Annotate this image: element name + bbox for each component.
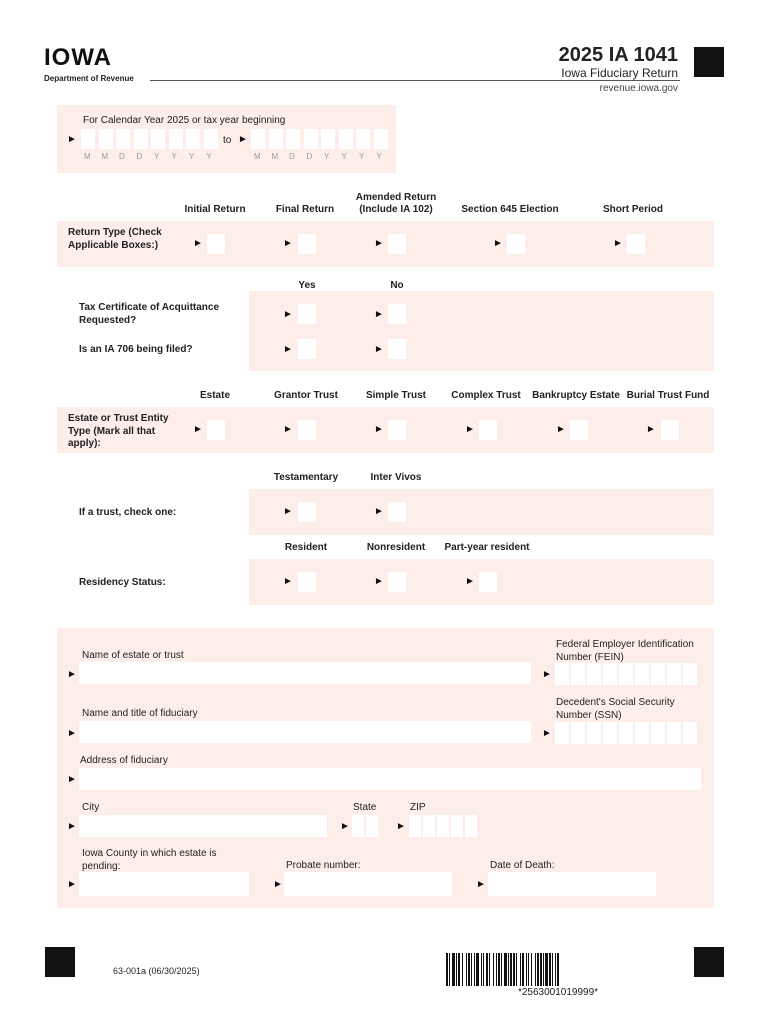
ssn-digit-box[interactable] [571, 722, 585, 744]
col-part-year-resident: Part-year resident [444, 542, 530, 553]
col-short-period: Short Period [602, 204, 663, 215]
tax-period-section [57, 105, 396, 173]
arrow-icon: ► [374, 309, 384, 320]
ssn-digit-box[interactable] [555, 722, 569, 744]
tax-period-label: For Calendar Year 2025 or tax year beginning [83, 115, 286, 126]
start-date-digit-box[interactable] [99, 129, 113, 149]
checkbox-nonresident[interactable] [388, 572, 406, 592]
checkbox-part-year-resident[interactable] [479, 572, 497, 592]
zip-digit-box[interactable] [451, 815, 463, 837]
end-date-digit-hint: Y [341, 152, 347, 161]
arrow-icon: ► [556, 424, 566, 435]
col-yes: Yes [298, 280, 316, 291]
residency-label: Residency Status: [79, 577, 166, 588]
checkbox-simple-trust[interactable] [388, 420, 406, 440]
identification-section [57, 628, 714, 908]
end-date-digit-hint: D [289, 152, 295, 161]
start-date-digit-box[interactable] [81, 129, 95, 149]
arrow-icon: ► [283, 309, 293, 320]
end-date-digit-box[interactable] [286, 129, 300, 149]
fiduciary-name-label: Name and title of fiduciary [82, 708, 198, 719]
end-date-digit-box[interactable] [339, 129, 353, 149]
start-date-digit-box[interactable] [204, 129, 218, 149]
arrow-icon: ► [67, 134, 77, 145]
end-date-digit-hint: M [271, 152, 279, 161]
arrow-icon: ► [613, 238, 623, 249]
col-burial-trust-fund: Burial Trust Fund [626, 390, 710, 401]
arrow-icon: ► [238, 134, 248, 145]
start-date-digit-box[interactable] [186, 129, 200, 149]
arrow-icon: ► [396, 821, 406, 832]
probate-input[interactable] [284, 872, 452, 896]
start-date-digit-box[interactable] [169, 129, 183, 149]
start-date-digit-hint: M [101, 152, 109, 161]
arrow-icon: ► [542, 728, 552, 739]
department-name: Department of Revenue [44, 74, 134, 83]
end-date-digit-hint: Y [376, 152, 382, 161]
death-date-label: Date of Death: [490, 860, 555, 871]
fein-digit-box[interactable] [651, 663, 665, 685]
checkbox-burial-trust-fund[interactable] [661, 420, 679, 440]
fein-digit-box[interactable] [555, 663, 569, 685]
estate-name-label: Name of estate or trust [82, 650, 184, 661]
residency-row [249, 559, 714, 605]
checkbox-complex-trust[interactable] [479, 420, 497, 440]
col-nonresident: Nonresident [366, 542, 426, 553]
ssn-digit-box[interactable] [603, 722, 617, 744]
arrow-icon: ► [465, 576, 475, 587]
estate-name-input[interactable] [79, 662, 531, 684]
col-section-645: Section 645 Election [461, 204, 559, 215]
city-input[interactable] [79, 815, 327, 837]
start-date-digit-hint: Y [189, 152, 195, 161]
start-date-digit-hint: Y [154, 152, 160, 161]
county-input[interactable] [79, 872, 249, 896]
corner-mark-bottom-left [45, 947, 75, 977]
col-no: No [390, 280, 404, 291]
checkbox-estate[interactable] [207, 420, 225, 440]
checkbox-final-return[interactable] [298, 234, 316, 254]
ssn-digit-box[interactable] [683, 722, 697, 744]
state-label: State [353, 802, 377, 813]
checkbox-inter-vivos[interactable] [388, 502, 406, 522]
fein-digit-box[interactable] [587, 663, 601, 685]
zip-label: ZIP [410, 802, 426, 813]
zip-digit-box[interactable] [409, 815, 421, 837]
arrow-icon: ► [646, 424, 656, 435]
ssn-digit-box[interactable] [587, 722, 601, 744]
header-rule [150, 80, 680, 81]
start-date-digit-box[interactable] [134, 129, 148, 149]
arrow-icon: ► [374, 506, 384, 517]
fein-digit-box[interactable] [667, 663, 681, 685]
fein-digit-box[interactable] [619, 663, 633, 685]
state-digit-box[interactable] [366, 815, 378, 837]
zip-digit-box[interactable] [465, 815, 477, 837]
barcode-bar [559, 953, 561, 986]
arrow-icon: ► [374, 424, 384, 435]
checkbox-certificate-yes[interactable] [298, 304, 316, 324]
zip-digit-box[interactable] [423, 815, 435, 837]
checkbox-certificate-no[interactable] [388, 304, 406, 324]
fiduciary-name-input[interactable] [79, 721, 531, 743]
corner-mark-bottom-right [694, 947, 724, 977]
arrow-icon: ► [374, 576, 384, 587]
checkbox-initial-return[interactable] [207, 234, 225, 254]
ssn-digit-box[interactable] [667, 722, 681, 744]
arrow-icon: ► [193, 238, 203, 249]
form-number: 63-001a (06/30/2025) [113, 966, 200, 976]
start-date-digit-hint: D [119, 152, 125, 161]
col-initial-return: Initial Return [184, 204, 246, 215]
arrow-icon: ► [67, 728, 77, 739]
checkbox-amended-return[interactable] [388, 234, 406, 254]
arrow-icon: ► [493, 238, 503, 249]
checkbox-bankruptcy-estate[interactable] [570, 420, 588, 440]
arrow-icon: ► [476, 879, 486, 890]
start-date-digit-hint: D [136, 152, 143, 161]
barcode [446, 953, 670, 986]
start-date-digit-hint: Y [171, 152, 177, 161]
col-grantor-trust: Grantor Trust [274, 390, 338, 401]
arrow-icon: ► [374, 344, 384, 355]
col-testamentary: Testamentary [273, 472, 339, 483]
fein-digit-box[interactable] [571, 663, 585, 685]
end-date-digit-hint: D [306, 152, 313, 161]
ssn-label: Decedent's Social Security Number (SSN) [556, 697, 675, 721]
end-date-digit-box[interactable] [251, 129, 265, 149]
death-date-input[interactable] [488, 872, 656, 896]
arrow-icon: ► [340, 821, 350, 832]
state-digit-box[interactable] [352, 815, 364, 837]
fein-label: Federal Employer Identification Number (FEIN) [556, 639, 694, 663]
end-date-digit-hint: M [254, 152, 261, 161]
website: revenue.iowa.gov [599, 83, 678, 94]
col-resident: Resident [284, 542, 328, 553]
ssn-digit-box[interactable] [651, 722, 665, 744]
ssn-digit-box[interactable] [619, 722, 633, 744]
form-subtitle: Iowa Fiduciary Return [561, 66, 678, 80]
checkbox-short-period[interactable] [627, 234, 645, 254]
iowa-logo: IOWA [44, 44, 112, 71]
start-date-digit-box[interactable] [151, 129, 165, 149]
zip-digit-box[interactable] [437, 815, 449, 837]
end-date-digit-box[interactable] [269, 129, 283, 149]
col-complex-trust: Complex Trust [451, 390, 521, 401]
entity-type-row [57, 407, 714, 453]
city-label: City [82, 802, 100, 813]
address-input[interactable] [79, 768, 701, 790]
arrow-icon: ► [193, 424, 203, 435]
fein-digit-box[interactable] [635, 663, 649, 685]
form-title: 2025 IA 1041 [558, 44, 678, 66]
col-estate: Estate [199, 390, 230, 401]
col-bankruptcy-estate: Bankruptcy Estate [532, 390, 620, 401]
start-date-digit-hint: M [84, 152, 91, 161]
checkbox-ia706-yes[interactable] [298, 339, 316, 359]
checkbox-section-645[interactable] [507, 234, 525, 254]
county-label: Iowa County in which estate is pending: [82, 848, 217, 872]
entity-type-label: Estate or Trust Entity Type (Mark all that apply): [68, 413, 169, 449]
certificate-question: Tax Certificate of Acquittance Requested? [79, 302, 220, 326]
col-amended-return: Amended Return (Include IA 102) [355, 192, 437, 215]
arrow-icon: ► [67, 774, 77, 785]
ssn-digit-box[interactable] [635, 722, 649, 744]
end-date-digit-hint: Y [324, 152, 330, 161]
barcode-text: *2563001019999* [517, 987, 599, 998]
address-label: Address of fiduciary [80, 755, 168, 766]
arrow-icon: ► [283, 238, 293, 249]
col-final-return: Final Return [275, 204, 335, 215]
fein-digit-box[interactable] [603, 663, 617, 685]
fein-digit-box[interactable] [683, 663, 697, 685]
start-date-digit-hint: Y [206, 152, 212, 161]
trust-type-row [249, 489, 714, 535]
col-inter-vivos: Inter Vivos [370, 472, 422, 483]
checkbox-testamentary[interactable] [298, 502, 316, 522]
arrow-icon: ► [67, 821, 77, 832]
checkbox-grantor-trust[interactable] [298, 420, 316, 440]
end-date-digit-box[interactable] [374, 129, 388, 149]
return-type-label: Return Type (Check Applicable Boxes:) [68, 227, 162, 251]
arrow-icon: ► [542, 669, 552, 680]
start-date-digit-box[interactable] [116, 129, 130, 149]
arrow-icon: ► [283, 344, 293, 355]
end-date-digit-box[interactable] [356, 129, 370, 149]
arrow-icon: ► [465, 424, 475, 435]
return-type-row [57, 221, 714, 267]
certificate-row [249, 291, 714, 371]
end-date-digit-box[interactable] [304, 129, 318, 149]
end-date-digit-hint: Y [359, 152, 365, 161]
arrow-icon: ► [283, 506, 293, 517]
ia706-question: Is an IA 706 being filed? [79, 344, 193, 355]
corner-mark-top-right [694, 47, 724, 77]
probate-label: Probate number: [286, 860, 361, 871]
arrow-icon: ► [283, 576, 293, 587]
arrow-icon: ► [67, 669, 77, 680]
checkbox-resident[interactable] [298, 572, 316, 592]
checkbox-ia706-no[interactable] [388, 339, 406, 359]
arrow-icon: ► [67, 879, 77, 890]
arrow-icon: ► [283, 424, 293, 435]
trust-type-label: If a trust, check one: [79, 507, 177, 518]
arrow-icon: ► [374, 238, 384, 249]
to-label: to [223, 135, 232, 146]
arrow-icon: ► [273, 879, 283, 890]
end-date-digit-box[interactable] [321, 129, 335, 149]
col-simple-trust: Simple Trust [365, 390, 426, 401]
